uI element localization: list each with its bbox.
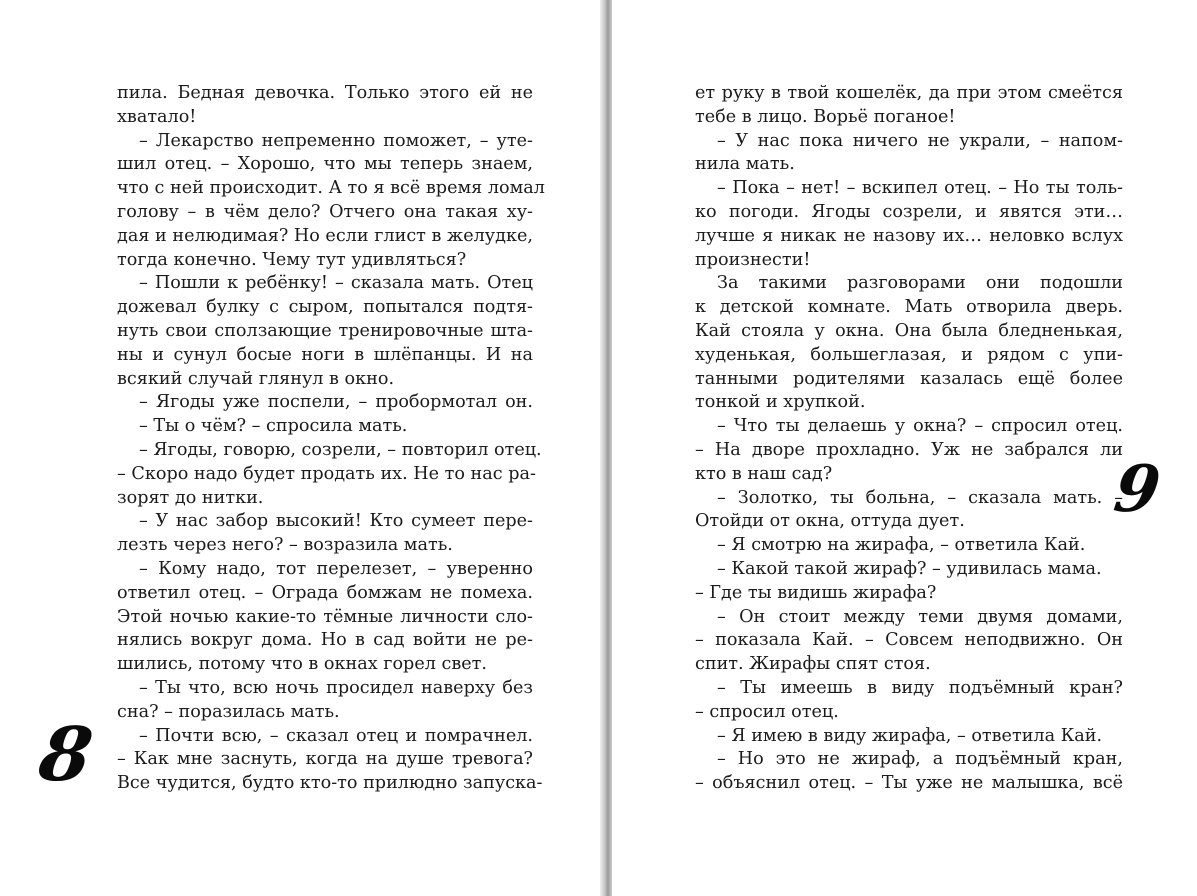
right-page-text: [695, 82, 1123, 796]
page-number: 9: [1109, 452, 1165, 527]
text-line: – объяснил отец. – Ты уже не малышка, всё: [695, 773, 1123, 794]
text-line: – На дворе прохладно. Уж не забрался ли: [695, 439, 1123, 460]
text-line: – Золотко, ты больна, – сказала мать. –: [717, 487, 1123, 508]
text-line: – Я смотрю на жирафа, – ответила Кай.: [717, 535, 1086, 556]
text-line: – Что ты делаешь у окна? – спросил отец.: [717, 416, 1123, 437]
text-line: – Как мне заснуть, когда на душе тревога?: [117, 749, 533, 770]
text-line: тонкой и хрупкой.: [695, 392, 866, 413]
text-line: – Кому надо, тот перелезет, – уверенно: [139, 558, 533, 579]
text-line: голову – в чём дело? Отчего она такая ху-: [117, 201, 533, 222]
text-line: ко погоди. Ягоды созрели, и явятся эти…: [695, 201, 1123, 222]
text-line: спит. Жирафы спят стоя.: [695, 654, 931, 675]
text-line: произнести!: [695, 249, 811, 270]
text-line: ответил отец. – Ограда бомжам не помеха.: [117, 582, 533, 603]
text-line: – Где ты видишь жирафа?: [695, 582, 937, 603]
text-line: – У нас забор высокий! Кто сумеет пере-: [139, 511, 533, 532]
text-line: нуть свои сползающие тренировочные шта-: [117, 320, 533, 341]
text-line: Кай стояла у окна. Она была бледненькая,: [695, 320, 1123, 341]
text-line: – Почти всю, – сказал отец и помрачнел.: [139, 725, 533, 746]
text-line: – Пока – нет! – вскипел отец. – Но ты толь-: [717, 178, 1123, 199]
text-line: Все чудится, будто кто-то прилюдно запуска-: [117, 773, 543, 794]
text-line: нялись вокруг дома. Но в сад войти не ре-: [117, 630, 533, 651]
text-line: лучше я никак не назову их… неловко вслух: [695, 225, 1123, 246]
text-line: танными родителями казалась ещё более: [695, 368, 1123, 389]
text-line: пила. Бедная девочка. Только этого ей не: [117, 83, 533, 103]
text-line: – показала Кай. – Совсем неподвижно. Он: [695, 630, 1123, 651]
left-page-text: [117, 82, 545, 796]
text-line: – Ягоды уже поспели, – пробормотал он.: [139, 392, 533, 413]
text-line: – Лекарство непременно поможет, – уте-: [139, 130, 533, 151]
text-line: шил отец. – Хорошо, что мы теперь знаем,: [117, 154, 533, 175]
text-line: – Ты о чём? – спросила мать.: [139, 416, 408, 437]
text-line: – Ягоды, говорю, созрели, – повторил отец.: [139, 439, 542, 460]
text-line: – Скоро надо будет продать их. Не то нас ра-: [117, 463, 536, 484]
text-line: Этой ночью какие-то тёмные личности сло-: [117, 606, 533, 627]
text-line: – У нас пока ничего не украли, – напом-: [717, 130, 1123, 151]
text-line: – Ты что, всю ночь просидел наверху без: [139, 677, 533, 698]
text-line: кто в наш сад?: [695, 463, 833, 484]
text-line: Отойди от окна, оттуда дует.: [695, 511, 965, 532]
text-line: тебе в лицо. Ворьё поганое!: [695, 106, 956, 127]
text-line: что с ней происходит. А то я всё время ломал: [117, 178, 545, 199]
text-line: – Но это не жираф, а подъёмный кран,: [717, 749, 1123, 770]
text-line: худенькая, большеглазая, и рядом с упи-: [695, 344, 1123, 365]
text-line: нила мать.: [695, 154, 795, 175]
text-line: сна? – поразилась мать.: [117, 701, 340, 722]
text-line: дожевал булку с сыром, попытался подтя-: [117, 297, 533, 318]
text-line: дая и нелюдимая? Но если глист в желудке,: [117, 225, 533, 246]
text-line: – Я имею в виду жирафа, – ответила Кай.: [717, 725, 1103, 746]
text-line: зорят до нитки.: [117, 487, 264, 508]
text-line: За такими разговорами они подошли: [717, 273, 1123, 294]
text-line: лезть через него? – возразила мать.: [117, 535, 453, 556]
text-line: – Ты имеешь в виду подъёмный кран?: [717, 677, 1123, 698]
text-line: тогда конечно. Чему тут удивляться?: [117, 249, 467, 270]
page-number: 8: [33, 712, 98, 798]
text-line: хватало!: [117, 106, 197, 127]
text-line: – Он стоит между теми двумя домами,: [717, 606, 1123, 627]
right-page: [612, 0, 1197, 896]
text-line: – Какой такой жираф? – удивилась мама.: [717, 558, 1102, 579]
text-line: к детской комнате. Мать отворила дверь.: [695, 297, 1123, 318]
text-line: всякий случай глянул в окно.: [117, 368, 395, 389]
text-line: – спросил отец.: [695, 701, 839, 722]
text-line: ет руку в твой кошелёк, да при этом смеётся: [695, 83, 1123, 103]
text-line: ны и сунул босые ноги в шлёпанцы. И на: [117, 344, 533, 365]
text-line: шились, потому что в окнах горел свет.: [117, 654, 487, 675]
text-line: – Пошли к ребёнку! – сказала мать. Отец: [139, 273, 533, 294]
